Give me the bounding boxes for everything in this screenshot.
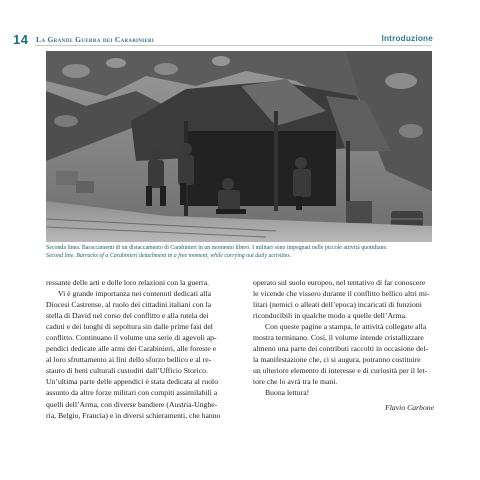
text-line: mostra terminano. Così, il volume intende cristallizzare <box>253 333 424 343</box>
historical-photo <box>46 51 432 242</box>
paragraph <box>46 288 229 421</box>
left-column <box>46 277 229 421</box>
text-line: le vicende che vissero durante il conflitto bellico altri mi- <box>253 289 430 299</box>
text-line: stella di David nel corso del conflitto e alla tutela dei <box>46 311 209 321</box>
text-line: operato sul suolo europeo, nel tentativo di far conoscere <box>253 278 426 287</box>
text-line: conflitto. Continuano il volume una serie di agevoli ap- <box>46 333 217 343</box>
text-line: almeno una parte dei contributi raccolti in occasione del- <box>253 344 429 354</box>
section-title: Introduzione <box>381 34 433 43</box>
text-line: un ulteriore elemento di interesse e di curiosità per il let- <box>253 366 428 376</box>
text-line: pendici dedicate alle armi dei Carabinieri, alle foreste e <box>46 344 217 354</box>
text-line: Con queste pagine a stampa, le attività collegate alla <box>265 322 427 332</box>
page-header <box>0 0 480 48</box>
text-line: litari (nemici o alleati dell’epoca) incaricati di funzioni <box>253 300 422 310</box>
text-line: al loro sfruttamento ai fini dello sforzo bellico e al re- <box>46 355 212 365</box>
header-rule <box>35 45 431 46</box>
text-line: ria, Belgio, Francia) e in diversi schieramenti, che hanno <box>46 410 221 420</box>
page-number: 14 <box>13 32 29 47</box>
caption-english: Second line. Barracks of a Carabinieri detachment in a free moment, while carrying out daily activities. <box>46 253 292 260</box>
text-line: Diocesi Castrense, al ruolo dei cittadini italiani con la <box>46 300 212 310</box>
text-line: riconducibili in qualche modo a quelle dell’Arma. <box>253 311 407 321</box>
body-text <box>46 277 436 457</box>
text-line: quelli dell’Arma, con diverse bandiere (Austria-Unghe- <box>46 399 218 409</box>
text-line: stauro di beni culturali custoditi dall’Ufficio Storico. <box>46 366 208 376</box>
figure-caption <box>46 244 436 261</box>
paragraph <box>46 277 229 288</box>
author-signature: Flavio Carbone <box>385 402 434 412</box>
text-line: la manifestazione che, ci si augura, potranno costituire <box>253 355 421 365</box>
text-line: ressante delle arti e delle loro relazioni con la guerra. <box>46 278 210 287</box>
text-line: tore che lo avrà tra le mani. <box>253 377 338 387</box>
paragraph <box>253 277 436 321</box>
text-line: assunto da altre forze militari con compiti assimilabili a <box>46 388 218 398</box>
right-column <box>253 277 436 413</box>
text-line: caduti e dei luoghi di sepoltura sin dalle prime fasi del <box>46 322 213 332</box>
closing-line: Buona lettura! <box>265 388 310 398</box>
paragraph <box>253 321 436 387</box>
text-line: Un’ultima parte delle appendici è stata dedicata al ruolo <box>46 377 219 387</box>
running-title: La Grande Guerra dei Carabinieri <box>36 35 155 44</box>
photo-image <box>46 51 432 242</box>
text-line: Vi è grande importanza nei contenuti dedicati alla <box>58 289 212 299</box>
caption-italian: Seconda linea. Baraccamenti di un distaccamento di Carabinieri in un momento libero. I militari sono impegnati nelle piccole attività quotidiane. <box>46 245 388 251</box>
